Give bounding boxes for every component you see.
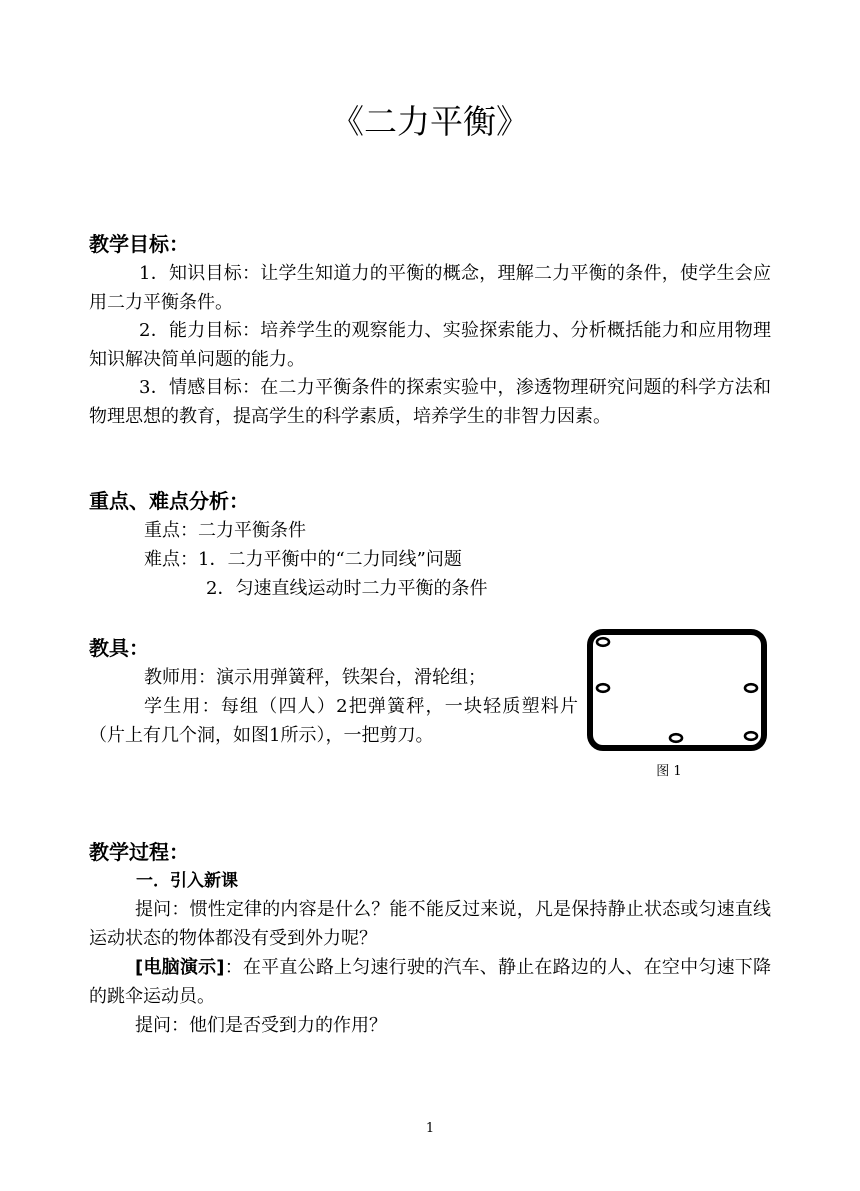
computer-demo-text: ：在平直公路上匀速行驶的汽车、静止在路边的人、在空中匀速下降的跳伞运动员。 bbox=[89, 957, 771, 1007]
section-intro-heading: 一．引入新课 bbox=[136, 871, 238, 891]
tools-heading: 教具： bbox=[89, 636, 149, 660]
computer-demo-label: [电脑演示] bbox=[135, 957, 225, 978]
question-force: 提问：他们是否受到力的作用？ bbox=[135, 1015, 387, 1036]
plastic-sheet-outline bbox=[590, 632, 764, 748]
document-title: 《二力平衡》 bbox=[331, 102, 529, 141]
student-tools: 学生用：每组（四人）2把弹簧秤，一块轻质塑料片（片上有几个洞，如图1所示），一把剪刀。 bbox=[89, 696, 578, 746]
sheet-hole bbox=[670, 734, 682, 742]
objective-ability: 2．能力目标：培养学生的观察能力、实验探索能力、分析概括能力和应用物理知识解决简单问题的能力。 bbox=[89, 320, 771, 370]
key-point: 重点：二力平衡条件 bbox=[144, 520, 306, 541]
computer-demo-paragraph bbox=[89, 953, 771, 1011]
page-number: 1 bbox=[425, 1121, 435, 1136]
figure-caption: 图 1 bbox=[656, 764, 682, 779]
teacher-tools: 教师用：演示用弹簧秤，铁架台，滑轮组； bbox=[144, 667, 486, 688]
difficult-point-2: 2．匀速直线运动时二力平衡的条件 bbox=[206, 578, 488, 599]
objective-knowledge: 1．知识目标：让学生知道力的平衡的概念，理解二力平衡的条件，使学生会应用二力平衡条件。 bbox=[89, 263, 771, 313]
key-points-heading: 重点、难点分析： bbox=[89, 489, 249, 513]
objective-emotion: 3．情感目标：在二力平衡条件的探索实验中，渗透物理研究问题的科学方法和物理思想的教育，提高学生的科学素质，培养学生的非智力因素。 bbox=[89, 377, 771, 427]
sheet-hole bbox=[745, 732, 757, 740]
plastic-sheet-figure bbox=[586, 628, 768, 752]
sheet-hole bbox=[597, 638, 609, 646]
objectives-heading: 教学目标： bbox=[89, 232, 189, 256]
process-heading: 教学过程： bbox=[89, 840, 189, 864]
sheet-hole bbox=[745, 684, 757, 692]
question-inertia: 提问：惯性定律的内容是什么？能不能反过来说，凡是保持静止状态或匀速直线运动状态的物体都没有受到外力呢？ bbox=[89, 899, 771, 949]
sheet-hole bbox=[597, 684, 609, 692]
difficult-point-1: 难点：1．二力平衡中的“二力同线”问题 bbox=[144, 549, 462, 570]
